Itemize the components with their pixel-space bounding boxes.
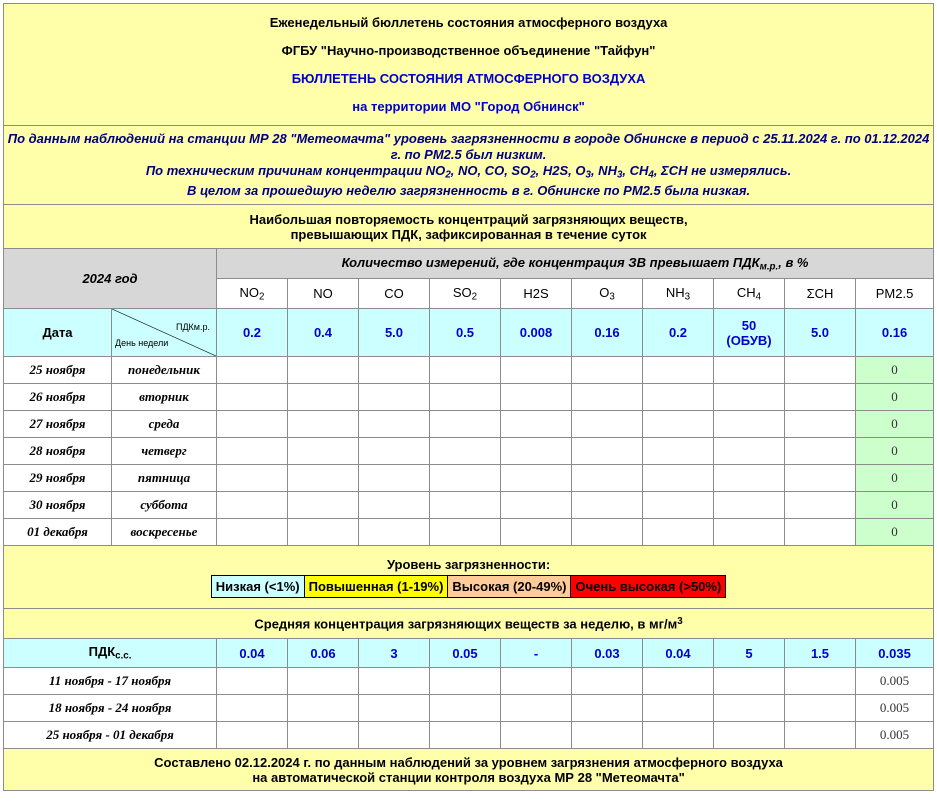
day-date: 27 ноября	[4, 411, 112, 438]
day-value-cell	[643, 492, 714, 519]
day-value-cell	[359, 519, 430, 546]
pollutant-header-nh3: $NH_3$	[643, 279, 714, 309]
day-value-cell	[217, 465, 288, 492]
day-weekday: пятница	[112, 465, 217, 492]
day-date: 28 ноября	[4, 438, 112, 465]
day-value-cell	[288, 384, 359, 411]
week-value-cell	[430, 695, 501, 722]
day-value-cell	[643, 465, 714, 492]
day-weekday: среда	[112, 411, 217, 438]
day-date: 25 ноября	[4, 357, 112, 384]
week-period: 18 ноября - 24 ноября	[4, 695, 217, 722]
pdk-ss-value: 0.03	[572, 639, 643, 668]
intro-line4: В целом за прошедшую неделю загрязненность в г. Обнинске по PM2.5 была низкая.	[186, 183, 751, 199]
table-row	[4, 695, 934, 722]
day-value-cell	[572, 384, 643, 411]
week-value-cell	[217, 695, 288, 722]
day-value-cell	[785, 411, 856, 438]
day-value-cell	[430, 465, 501, 492]
day-value-cell	[359, 492, 430, 519]
week-value-cell	[217, 668, 288, 695]
footer-line2: на автоматической станции контроля воздуха МР 28 "Метеомачта"	[252, 769, 685, 785]
levels-legend	[211, 575, 727, 598]
diagonal-header-cell	[112, 309, 217, 357]
week-value-cell: 0.005	[856, 695, 934, 722]
day-value-cell	[288, 357, 359, 384]
day-value-cell	[572, 411, 643, 438]
day-date: 30 ноября	[4, 492, 112, 519]
pdk-ss-value: 0.06	[288, 639, 359, 668]
week-value-cell	[288, 668, 359, 695]
day-value-cell	[714, 357, 785, 384]
table-row	[4, 465, 934, 492]
day-value-cell	[501, 492, 572, 519]
repeat-title	[4, 205, 934, 249]
day-value-cell	[288, 438, 359, 465]
table-row	[4, 722, 934, 749]
day-value-cell	[643, 384, 714, 411]
week-value-cell: 0.005	[856, 668, 934, 695]
week-value-cell	[572, 722, 643, 749]
days-body	[4, 357, 934, 546]
pdk-ss-value: 0.04	[643, 639, 714, 668]
pdk-mr-value: 0.16	[856, 309, 934, 357]
day-value-cell	[643, 438, 714, 465]
day-date: 26 ноября	[4, 384, 112, 411]
weeks-body	[4, 668, 934, 749]
intro-line1: По данным наблюдений на станции МР 28 "Метеомачта" уровень загрязненности в городе Обнинске в период с 25.11.2024 г. по 01.12.2024 г. по PM2.5 был низким.	[7, 130, 930, 162]
day-value-cell	[572, 357, 643, 384]
date-label: Дата	[4, 309, 112, 357]
day-value-cell	[714, 519, 785, 546]
table-row	[4, 492, 934, 519]
day-value-cell	[714, 411, 785, 438]
day-value-cell	[217, 357, 288, 384]
day-weekday: четверг	[112, 438, 217, 465]
pdk-ss-value: 0.04	[217, 639, 288, 668]
pdk-ss-value: 0.035	[856, 639, 934, 668]
day-value-cell	[714, 465, 785, 492]
pdk-ss-value: 5	[714, 639, 785, 668]
pdk-mr-value: 0.2	[217, 309, 288, 357]
week-value-cell	[501, 695, 572, 722]
level-legend-item: Повышенная (1-19%)	[304, 575, 448, 597]
week-value-cell	[714, 695, 785, 722]
day-value-cell	[288, 519, 359, 546]
day-value-cell	[501, 357, 572, 384]
day-value-cell	[501, 465, 572, 492]
week-value-cell	[785, 695, 856, 722]
day-value-cell	[572, 519, 643, 546]
day-value-cell	[288, 465, 359, 492]
pdk-mr-row	[4, 309, 934, 357]
week-value-cell	[714, 722, 785, 749]
bulletin-table	[3, 3, 934, 791]
day-value-cell	[714, 384, 785, 411]
header-line2: ФГБУ "Научно-производственное объединение "Тайфун"	[281, 42, 656, 58]
pollutant-header-no2: $NO_2$	[217, 279, 288, 309]
table-row	[4, 384, 934, 411]
average-title: Средняя концентрация загрязняющих веществ за неделю, в $мг/м^3$	[4, 609, 934, 639]
day-value-cell	[501, 384, 572, 411]
diag-top-label: ПДКм.р.	[175, 322, 210, 332]
count-header: Количество измерений, где концентрация ЗВ превышает $ПДК_{м.р.}$, в %	[217, 249, 934, 279]
week-value-cell	[359, 668, 430, 695]
week-period: 25 ноября - 01 декабря	[4, 722, 217, 749]
header-line1: Еженедельный бюллетень состояния атмосферного воздуха	[269, 14, 668, 30]
day-value-cell: 0	[856, 438, 934, 465]
day-value-cell: 0	[856, 519, 934, 546]
day-value-cell	[785, 465, 856, 492]
day-value-cell	[714, 438, 785, 465]
week-value-cell	[572, 668, 643, 695]
week-value-cell	[359, 695, 430, 722]
week-value-cell	[430, 722, 501, 749]
day-weekday: вторник	[112, 384, 217, 411]
table-row	[4, 438, 934, 465]
week-value-cell	[643, 668, 714, 695]
day-value-cell	[785, 519, 856, 546]
day-value-cell	[643, 519, 714, 546]
pdk-mr-value: 5.0	[359, 309, 430, 357]
intro-line3: По техническим причинам концентрации $NO_2$, NO, CO, $SO_2$, H2S, $O_3$, $NH_3$, $CH_4$, ΣCH не измерялись.	[145, 162, 792, 181]
header-line4: на территории МО "Город Обнинск"	[352, 98, 585, 114]
day-value-cell	[359, 357, 430, 384]
day-value-cell	[501, 438, 572, 465]
day-value-cell: 0	[856, 492, 934, 519]
table-row	[4, 411, 934, 438]
week-value-cell: 0.005	[856, 722, 934, 749]
day-value-cell	[785, 438, 856, 465]
day-value-cell	[785, 384, 856, 411]
bulletin-footer	[4, 749, 934, 791]
day-value-cell	[501, 519, 572, 546]
week-value-cell	[288, 695, 359, 722]
day-date: 29 ноября	[4, 465, 112, 492]
day-value-cell	[430, 384, 501, 411]
day-value-cell: 0	[856, 465, 934, 492]
level-legend-item: Низкая (<1%)	[211, 575, 304, 597]
week-value-cell	[785, 668, 856, 695]
day-value-cell	[217, 411, 288, 438]
day-value-cell	[288, 411, 359, 438]
day-value-cell	[572, 492, 643, 519]
week-value-cell	[288, 722, 359, 749]
pollutant-header-so2: $SO_2$	[430, 279, 501, 309]
week-value-cell	[501, 668, 572, 695]
levels-title: Уровень загрязненности:	[386, 556, 551, 572]
week-value-cell	[785, 722, 856, 749]
week-period: 11 ноября - 17 ноября	[4, 668, 217, 695]
pdk-mr-value: 0.2	[643, 309, 714, 357]
pdk-ss-value: 3	[359, 639, 430, 668]
day-value-cell: 0	[856, 411, 934, 438]
pdk-ss-value: 0.05	[430, 639, 501, 668]
week-value-cell	[359, 722, 430, 749]
pdk-ss-row	[4, 639, 934, 668]
week-value-cell	[501, 722, 572, 749]
pdk-ss-label: $ПДК_{с.с.}$	[4, 639, 217, 668]
footer-line1: Составлено 02.12.2024 г. по данным наблюдений за уровнем загрязнения атмосферного воздуха	[154, 754, 783, 770]
week-value-cell	[643, 722, 714, 749]
day-value-cell	[643, 411, 714, 438]
repeat-title-line2: превышающих ПДК, зафиксированная в течение суток	[290, 226, 647, 242]
day-value-cell	[430, 519, 501, 546]
table-row	[4, 519, 934, 546]
day-value-cell	[217, 519, 288, 546]
day-value-cell	[217, 438, 288, 465]
day-value-cell	[288, 492, 359, 519]
day-value-cell	[359, 411, 430, 438]
pdk-mr-value: 5.0	[785, 309, 856, 357]
diagonal-header	[112, 309, 216, 356]
day-weekday: воскресенье	[112, 519, 217, 546]
level-legend-item: Высокая (20-49%)	[448, 575, 571, 597]
day-value-cell	[430, 492, 501, 519]
week-value-cell	[572, 695, 643, 722]
year-label: 2024 год	[4, 249, 217, 309]
day-value-cell: 0	[856, 357, 934, 384]
day-value-cell	[572, 438, 643, 465]
pdk-mr-value: 0.5	[430, 309, 501, 357]
pollutant-header-pm2-5: PM2.5	[856, 279, 934, 309]
pollutant-header-o3: $O_3$	[572, 279, 643, 309]
day-value-cell	[217, 384, 288, 411]
day-weekday: суббота	[112, 492, 217, 519]
day-value-cell	[430, 357, 501, 384]
day-value-cell	[430, 438, 501, 465]
day-value-cell	[217, 492, 288, 519]
table-row	[4, 357, 934, 384]
pdk-ss-value: -	[501, 639, 572, 668]
day-value-cell	[643, 357, 714, 384]
diag-bottom-label: День недели	[115, 338, 169, 348]
pollutant-header-ch: ΣCH	[785, 279, 856, 309]
pdk-ss-value: 1.5	[785, 639, 856, 668]
header-line3: БЮЛЛЕТЕНЬ СОСТОЯНИЯ АТМОСФЕРНОГО ВОЗДУХА	[291, 70, 646, 86]
day-value-cell	[359, 438, 430, 465]
week-value-cell	[217, 722, 288, 749]
intro-text	[4, 126, 934, 205]
day-weekday: понедельник	[112, 357, 217, 384]
pollutant-header-ch4: $CH_4$	[714, 279, 785, 309]
pdk-mr-value: 50 (ОБУВ)	[714, 309, 785, 357]
day-value-cell	[359, 465, 430, 492]
day-value-cell	[501, 411, 572, 438]
day-value-cell	[359, 384, 430, 411]
day-value-cell: 0	[856, 384, 934, 411]
pdk-mr-value: 0.008	[501, 309, 572, 357]
pollutant-header-co: CO	[359, 279, 430, 309]
week-value-cell	[714, 668, 785, 695]
pdk-mr-value: 0.16	[572, 309, 643, 357]
day-value-cell	[785, 492, 856, 519]
day-value-cell	[785, 357, 856, 384]
pdk-mr-value: 0.4	[288, 309, 359, 357]
levels-section	[4, 546, 934, 609]
week-value-cell	[643, 695, 714, 722]
repeat-title-line1: Наибольшая повторяемость концентраций загрязняющих веществ,	[249, 211, 688, 227]
day-date: 01 декабря	[4, 519, 112, 546]
pollutant-header-h2s: H2S	[501, 279, 572, 309]
pollutant-header-no: NO	[288, 279, 359, 309]
table-row	[4, 668, 934, 695]
bulletin-header	[4, 4, 934, 126]
day-value-cell	[572, 465, 643, 492]
day-value-cell	[430, 411, 501, 438]
day-value-cell	[714, 492, 785, 519]
week-value-cell	[430, 668, 501, 695]
level-legend-item: Очень высокая (>50%)	[571, 575, 726, 597]
